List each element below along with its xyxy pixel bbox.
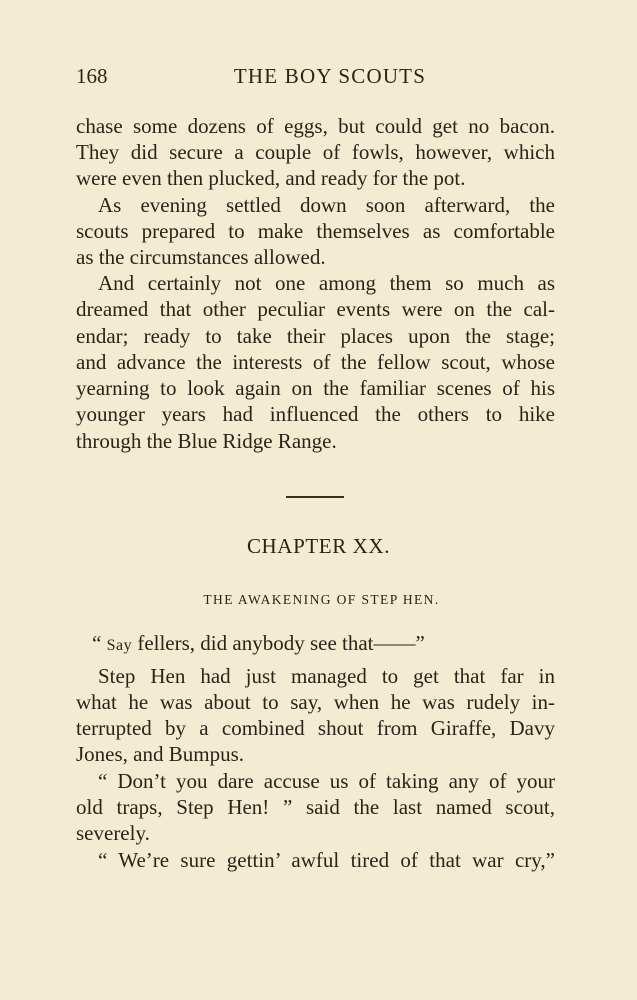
text-line: yearning to look again on the familiar scenes of his xyxy=(76,376,555,400)
text-line: endar; ready to take their places upon the stage; xyxy=(76,324,555,348)
text-line: And certainly not one among them so much as xyxy=(98,271,555,295)
text-line: were even then plucked, and ready for the pot. xyxy=(76,166,466,190)
open-quote: “ xyxy=(92,631,102,655)
small-caps-word: Say xyxy=(106,637,133,654)
text-line: dreamed that other peculiar events were on the cal- xyxy=(76,297,555,321)
chapter-subtitle: THE AWAKENING OF STEP HEN. xyxy=(203,592,440,607)
text-line: and advance the interests of the fellow scout, whose xyxy=(76,350,555,374)
text-line: “ We’re sure gettin’ awful tired of that war cry,” xyxy=(98,848,555,872)
text-line: scouts prepared to make themselves as comfortable xyxy=(76,219,555,243)
chapter-first-line xyxy=(76,630,555,656)
text-line: As evening settled down soon afterward, the xyxy=(98,193,555,217)
text-line: severely. xyxy=(76,821,150,845)
text-line: through the Blue Ridge Range. xyxy=(76,429,337,453)
text-line: Jones, and Bumpus. xyxy=(76,742,244,766)
page-number: 168 xyxy=(76,64,108,88)
text-line: “ Don’t you dare accuse us of taking any of your xyxy=(98,769,555,793)
chapter-title: CHAPTER XX. xyxy=(246,534,391,558)
text-line: old traps, Step Hen! ” said the last named scout, xyxy=(76,795,555,819)
text-line: what he was about to say, when he was rudely in- xyxy=(76,690,555,714)
text-line: They did secure a couple of fowls, however, which xyxy=(76,140,555,164)
first-line-text: fellers, did anybody see that——” xyxy=(132,631,425,655)
text-line: terrupted by a combined shout from Giraffe, Davy xyxy=(76,716,555,740)
text-line: as the circumstances allowed. xyxy=(76,245,326,269)
section-divider xyxy=(286,496,344,498)
text-line: chase some dozens of eggs, but could get no bacon. xyxy=(76,114,555,138)
text-line: younger years had influenced the others to hike xyxy=(76,402,555,426)
running-title: THE BOY SCOUTS xyxy=(233,64,427,88)
page-header xyxy=(76,64,554,94)
text-line: Step Hen had just managed to get that far in xyxy=(98,664,555,688)
